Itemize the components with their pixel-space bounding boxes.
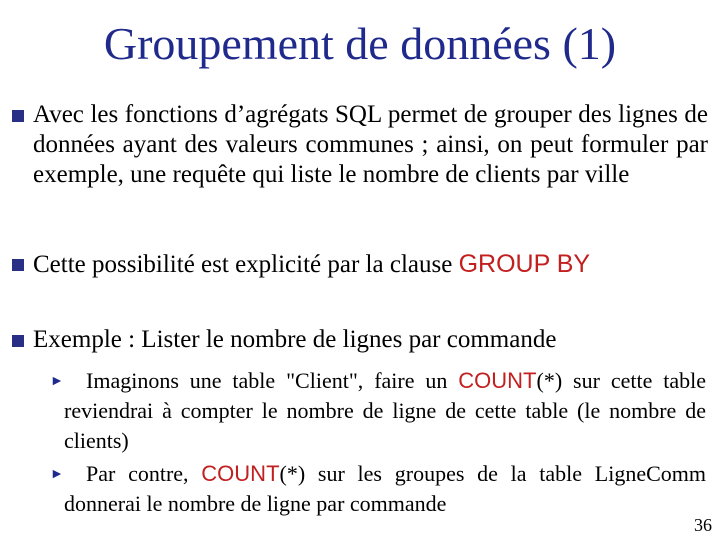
sub-bullet-text: Par contre, bbox=[86, 461, 202, 486]
sql-keyword-count: COUNT bbox=[201, 461, 280, 486]
sql-keyword-group-by: GROUP BY bbox=[458, 250, 591, 278]
page-number: 36 bbox=[694, 515, 712, 535]
sql-keyword-count: COUNT bbox=[458, 368, 537, 393]
bullet-text: Exemple : Lister le nombre de lignes par commande bbox=[33, 326, 557, 353]
sub-bullet-text: Imaginons une table "Client", faire un bbox=[86, 368, 459, 393]
arrow-bullet-icon: ► bbox=[50, 467, 64, 482]
slide-title: Groupement de données (1) bbox=[103, 18, 617, 69]
count-argument: (*) bbox=[279, 461, 306, 486]
square-bullet-icon bbox=[12, 259, 24, 271]
arrow-bullet-icon: ► bbox=[50, 374, 64, 389]
count-argument: (*) bbox=[536, 368, 563, 393]
sub-bullet-text: sur les groupes de la table LigneComm donnerai le nombre de ligne par commande bbox=[64, 461, 706, 516]
bullet-text: Avec les fonctions d’agrégats SQL permet de grouper des lignes de données ayant des valeurs communes ; ainsi, on peut formuler par exemple, une requête qui liste le nombre de clients par ville bbox=[33, 101, 708, 188]
sub-bullet-text: sur cette table reviendrai à compter le nombre de ligne de cette table (le nombre de clients) bbox=[64, 368, 706, 453]
square-bullet-icon bbox=[12, 110, 24, 122]
square-bullet-icon bbox=[12, 335, 24, 347]
bullet-text: Cette possibilité est explicité par la clause bbox=[33, 251, 459, 278]
